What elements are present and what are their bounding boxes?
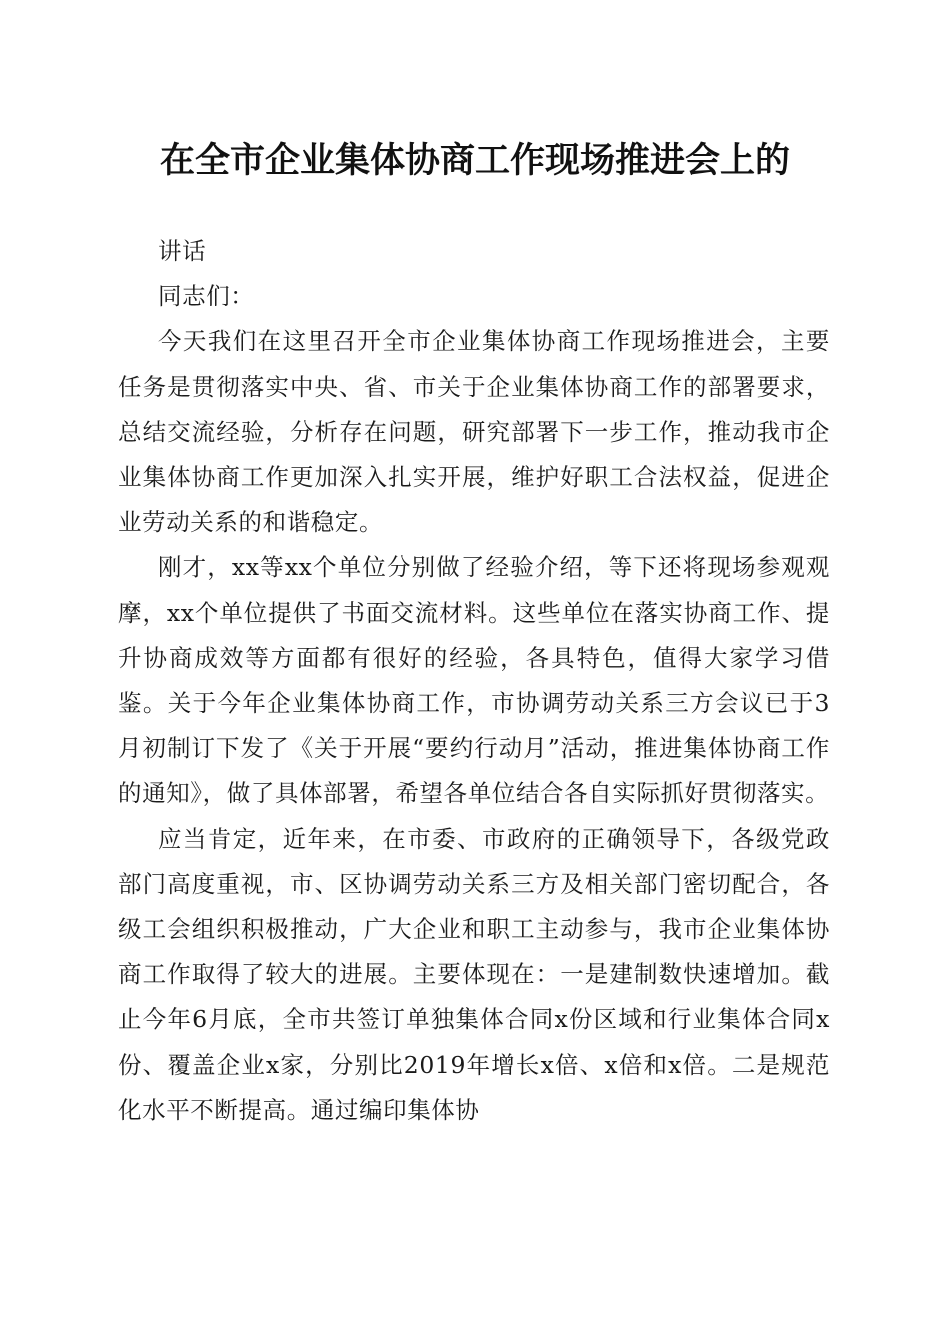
body-paragraph: 今天我们在这里召开全市企业集体协商工作现场推进会，主要任务是贯彻落实中央、省、市关于企业集体协商工作的部署要求，总结交流经验，分析存在问题，研究部署下一步工作，推动我市企业集体协商工作更加深入扎实开展，维护好职工合法权益，促进企业劳动关系的和谐稳定。 [118, 327, 830, 537]
document-body [118, 229, 830, 1133]
body-paragraph: 刚才，xx等xx个单位分别做了经验介绍，等下还将现场参观观摩，xx个单位提供了书面交流材料。这些单位在落实协商工作、提升协商成效等方面都有很好的经验，各具特色，值得大家学习借鉴。关于今年企业集体协商工作，市协调劳动关系三方会议已于3月初制订下发了《关于开展“要约行动月”活动，推进集体协商工作的通知》，做了具体部署，希望各单位结合各自实际抓好贯彻落实。 [118, 553, 830, 808]
body-paragraph: 应当肯定，近年来，在市委、市政府的正确领导下，各级党政部门高度重视，市、区协调劳动关系三方及相关部门密切配合，各级工会组织积极推动，广大企业和职工主动参与，我市企业集体协商工作取得了较大的进展。主要体现在：一是建制数快速增加。截止今年6月底，全市共签订单独集体合同x份区域和行业集体合同x份、覆盖企业x家，分别比2019年增长x倍、x倍和x倍。二是规范化水平不断提高。通过编印集体协 [118, 824, 830, 1124]
speech-subtitle: 讲话 [158, 237, 207, 265]
salutation: 同志们： [158, 282, 255, 311]
document-title: 在全市企业集体协商工作现场推进会上的 [159, 141, 790, 181]
